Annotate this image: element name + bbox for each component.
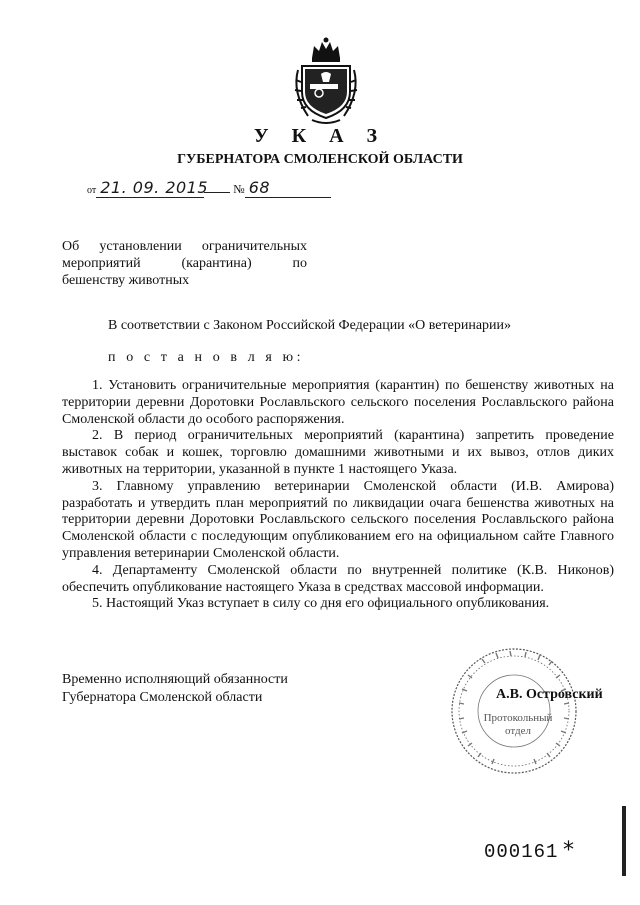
document-subject (62, 238, 307, 289)
stamp-line-2: отдел (505, 725, 531, 737)
paragraph-5: 5. Настоящий Указ вступает в силу со дня его официального опубликования. (92, 596, 550, 612)
number-value: 68 (248, 178, 271, 197)
date-prefix: от (87, 185, 97, 196)
stamp-line-1: Протокольный (483, 712, 553, 724)
number-prefix: № (233, 182, 245, 196)
footer-mark: * (563, 838, 574, 863)
official-stamp (448, 645, 580, 777)
stamp-center-text (480, 712, 556, 738)
paragraph-3: 3. Главному управлению ветеринарии Смоленской области (И.В. Амирова) разработать и утвердить план мероприятий по ликвидации очага бешенства животных на территории деревни Доротовки Рославльского сельского поселения Рославльского района Смоленской области с последующим опубликованием его на официальном сайте Главного управления ветеринарии Смоленской области. (62, 478, 614, 561)
paragraph-1: 1. Установить ограничительные мероприятия (карантин) по бешенству животных на территории деревни Доротовки Рославльского сельского поселения Рославльского района Смоленской области до особого распоряжения. (62, 378, 614, 427)
document-subtitle: ГУБЕРНАТОРА СМОЛЕНСКОЙ ОБЛАСТИ (177, 152, 463, 167)
signatory-position (62, 671, 288, 707)
document-number: 000161 (484, 841, 559, 863)
position-line-1: Временно исполняющий обязанности (62, 672, 288, 687)
coat-of-arms-icon (288, 36, 364, 126)
preamble-text: В соответствии с Законом Российской Федерации «О ветеринарии» (108, 318, 512, 333)
decree-body (62, 378, 614, 613)
date-number-line (87, 178, 331, 198)
document-title: У К А З (253, 125, 387, 147)
subject-line: Об установлении ограничительных (62, 239, 307, 254)
subject-line: мероприятий (карантина) по (62, 256, 307, 271)
signatory-name: А.В. Островский (496, 687, 603, 702)
date-value: 21. 09. 2015 (100, 178, 209, 197)
scan-edge-mark (622, 806, 626, 876)
paragraph-4: 4. Департаменту Смоленской области по внутренней политике (К.В. Никонов) обеспечить опубликование настоящего Указа в средствах массовой информации. (62, 562, 614, 595)
position-line-2: Губернатора Смоленской области (62, 690, 263, 705)
decree-word: п о с т а н о в л я ю: (108, 350, 305, 365)
subject-line: бешенству животных (62, 273, 190, 288)
paragraph-2: 2. В период ограничительных мероприятий (карантина) запретить проведение выставок собак и кошек, торговлю домашними животными и их вывоз, отлов диких животных на территории, указанной в пункте 1 настоящего Указа. (62, 428, 614, 477)
